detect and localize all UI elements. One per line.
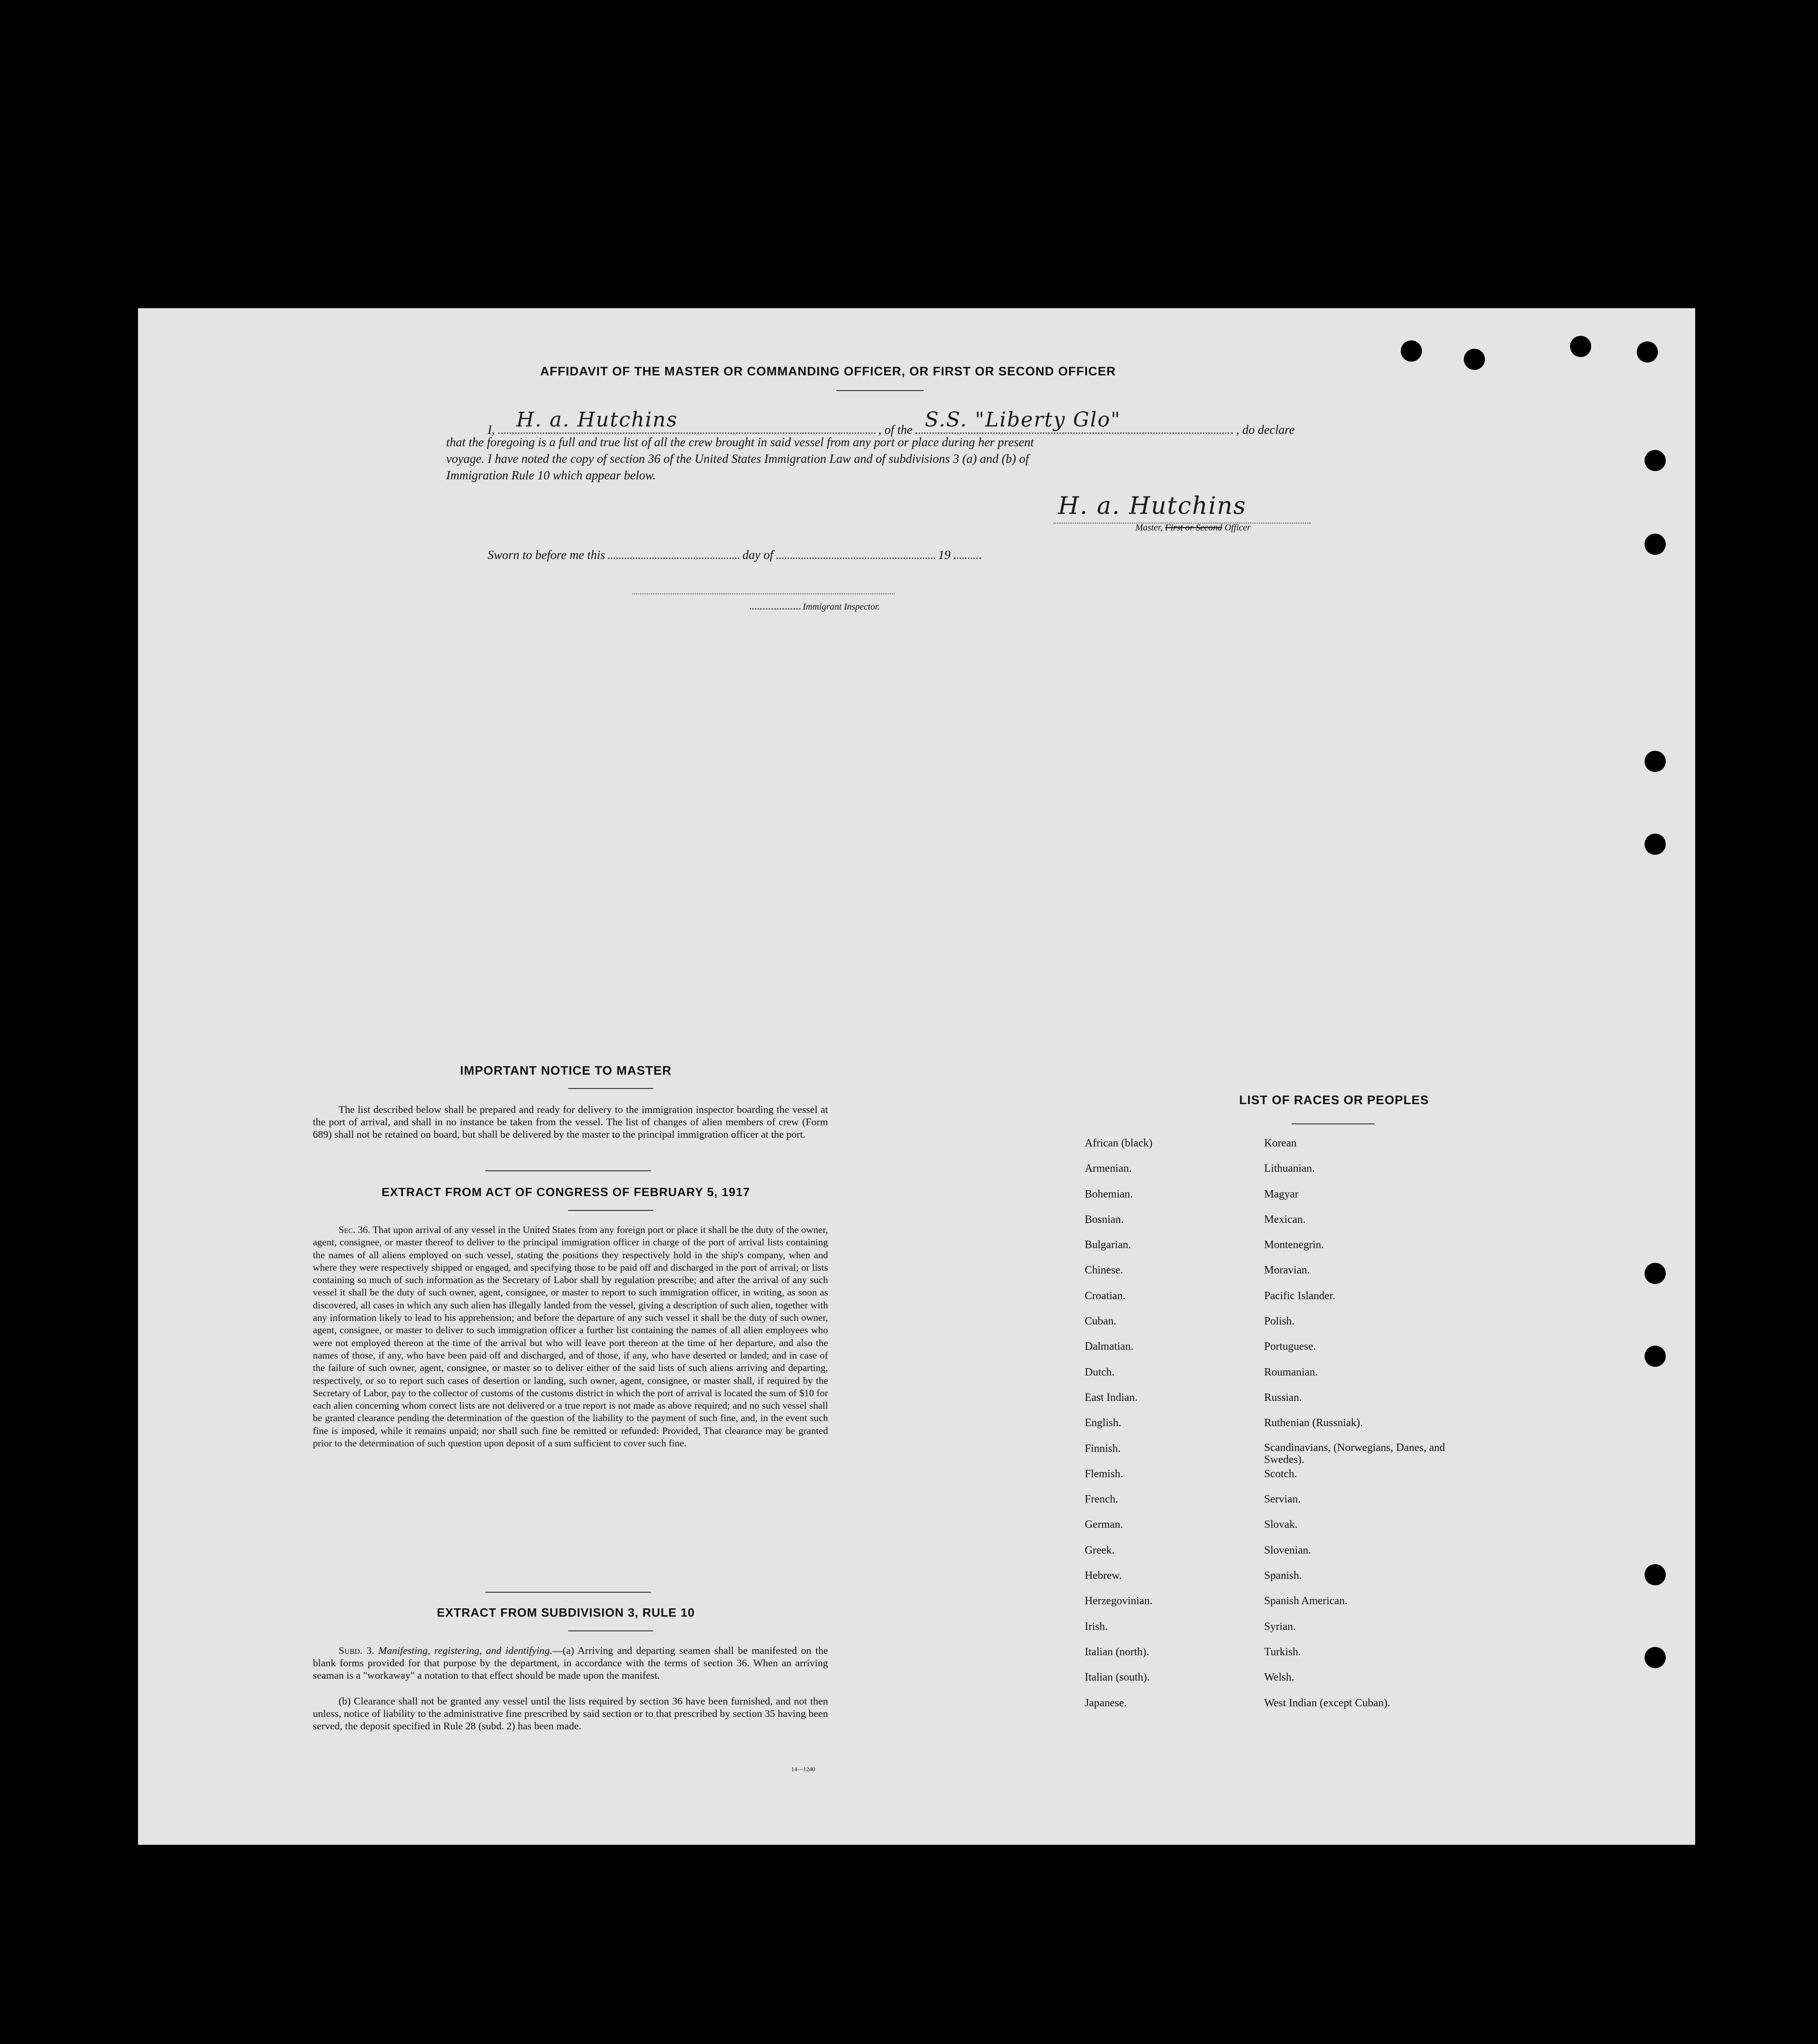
binder-hole: [1401, 340, 1422, 362]
race-item: Cuban.: [1085, 1315, 1116, 1328]
divider: [568, 1210, 653, 1211]
race-item: Greek.: [1085, 1544, 1115, 1556]
vessel-name-field: [915, 408, 1233, 434]
race-item: Dalmatian.: [1085, 1341, 1133, 1353]
subdivision-text-a: —(a) Arriving and departing seamen shall be manifested on the blank forms provided for that purpose by the department, in accordance with the terms of section 36. When an arriving seaman is a "workaway" a notation to that effect should be made upon the manifest.: [313, 1645, 828, 1681]
of-the-label: , of the: [878, 423, 913, 437]
affidavit-title: AFFIDAVIT OF THE MASTER OR COMMANDING OFFICER, OR FIRST OR SECOND OFFICER: [540, 364, 1116, 378]
caption-struck: First or Second: [1165, 523, 1222, 533]
sworn-label: Sworn to before me this: [488, 548, 605, 562]
notice-text: The list described below shall be prepared and ready for delivery to the immigration inspector boarding the vessel at the port of arrival, and shall in no instance be taken from the vessel. The list of changes of alien members of crew (Form 689) shall not be retained on board, but shall be delivered by the master to the principal immigration officer at the port.: [313, 1104, 828, 1140]
affidavit-body-line: voyage. I have noted the copy of section 36 of the United States Immigration Law and of subdivisions 3 (a) and (b) of: [446, 452, 1029, 466]
notice-title: IMPORTANT NOTICE TO MASTER: [460, 1064, 672, 1077]
divider: [485, 1170, 651, 1171]
inspector-caption-dots: [750, 601, 800, 610]
race-item: Finnish.: [1085, 1442, 1121, 1455]
race-item: Mexican.: [1264, 1213, 1306, 1226]
sworn-day-field: [608, 547, 739, 559]
race-item: Italian (south).: [1085, 1671, 1150, 1684]
race-item: East Indian.: [1085, 1391, 1138, 1404]
section-text: That upon arrival of any vessel in the United States from any foreign port or place it shall be the duty of the owner, agent, consignee, or master thereof to deliver to the principal immigration officer in charge of the port of arrival lists containing the names of all aliens employed on such vessel, stating the positions they respectively hold in the ship's company, when and where they were respectively shipped or engaged, and specifying those to be paid off and discharged in the port of arrival; or lists containing so much of such information as the Secretary of Labor shall by regulation prescribe; and after the arrival of any such vessel it shall be the duty of such owner, agent, consignee, or master to report to such immigration officer, in writing, as soon as discovered, all cases in which any such alien has illegally landed from the vessel, giving a description of such alien, together with any information likely to lead to his apprehension; and before the departure of any such vessel it shall be the duty of such owner, agent, consignee, or master to deliver to such immigration officer a further list containing the names of all alien employees who were not employed thereon at the time of the arrival but who will leave port thereon at the time of her departure, and also the names of those, if any, who have been paid off and discharged, and of those, if any, who have deserted or landed; and in case of the failure of such owner, agent, consignee, or master so to deliver either of the said lists of such aliens arriving and departing, respectively, or so to report such cases of desertion or landing, such owner, agent, consignee, or master shall, if required by the Secretary of Labor, pay to the collector of customs of the customs district in which the port of arrival is located the sum of $10 for each alien concerning whom correct lists are not delivered or a true report is not made as above required; and no such vessel shall be granted clearance pending the determination of the question of the liability to the payment of such fine, and, in the event such fine is imposed, while it remains unpaid; nor shall such fine be remitted or refunded: Provided, That clearance may be granted prior to the determination of such question upon deposit of a sum sufficient to cover such fine.: [313, 1224, 828, 1449]
vessel-name-handwritten: S.S. "Liberty Glo": [925, 408, 1121, 432]
master-signature: H. a. Hutchins: [1058, 492, 1247, 520]
affidavit-body-line: that the foregoing is a full and true list of all the crew brought in said vessel from any port or place during her present: [446, 435, 1034, 449]
race-item: Slovenian.: [1264, 1544, 1311, 1556]
subdivision-label: Subd. 3.: [339, 1645, 374, 1656]
divider: [568, 1088, 653, 1089]
sworn-line: [488, 547, 981, 562]
binder-hole: [1645, 834, 1666, 855]
race-item: Moravian.: [1264, 1264, 1310, 1277]
race-item: Spanish.: [1264, 1570, 1302, 1582]
race-item: Japanese.: [1085, 1697, 1127, 1709]
divider: [485, 1592, 651, 1593]
race-item: Montenegrin.: [1264, 1239, 1324, 1251]
race-item: Magyar: [1264, 1188, 1299, 1200]
binder-hole: [1645, 1263, 1666, 1284]
year-label: 19: [938, 548, 951, 562]
race-item: Spanish American.: [1264, 1595, 1348, 1607]
inspector-caption: [750, 601, 880, 612]
races-title: LIST OF RACES OR PEOPLES: [1239, 1093, 1429, 1107]
act-extract-text: [313, 1224, 828, 1450]
race-item: Ruthenian (Russniak).: [1264, 1417, 1363, 1429]
race-item: Flemish.: [1085, 1468, 1123, 1480]
race-item: German.: [1085, 1519, 1123, 1531]
form-page: [138, 308, 1695, 1845]
affidavit-declaration-line: [488, 408, 1463, 437]
act-extract-title: EXTRACT FROM ACT OF CONGRESS OF FEBRUARY 5, 1917: [381, 1185, 750, 1199]
caption-officer: Officer: [1224, 523, 1251, 533]
binder-hole: [1637, 341, 1658, 363]
races-right-column: [1264, 1136, 1448, 1722]
race-item: Slovak.: [1264, 1519, 1298, 1531]
race-item: West Indian (except Cuban).: [1264, 1697, 1390, 1709]
race-item: Hebrew.: [1085, 1570, 1122, 1582]
race-item: Servian.: [1264, 1493, 1301, 1506]
sworn-year-field: [954, 547, 981, 559]
divider: [568, 1630, 653, 1631]
race-item: Italian (north).: [1085, 1646, 1149, 1658]
race-item: African (black): [1085, 1137, 1153, 1149]
race-item: Armenian.: [1085, 1163, 1132, 1175]
binder-hole: [1570, 336, 1591, 357]
master-name-field: [498, 408, 875, 434]
race-item: Lithuanian.: [1264, 1163, 1315, 1175]
i-label: I,: [488, 423, 495, 437]
signature-caption: [1135, 523, 1251, 533]
caption-master: Master,: [1135, 523, 1163, 533]
binder-hole: [1464, 349, 1485, 370]
binder-hole: [1645, 1564, 1666, 1585]
race-item: Chinese.: [1085, 1264, 1123, 1277]
race-item: Welsh.: [1264, 1671, 1294, 1684]
race-item: Portuguese.: [1264, 1341, 1316, 1353]
master-name-handwritten: H. a. Hutchins: [516, 408, 678, 432]
subdivision-heading: Manifesting, registering, and identifying.: [378, 1645, 552, 1656]
races-left-column: [1085, 1136, 1232, 1722]
race-item: Bohemian.: [1085, 1188, 1133, 1200]
rule-extract-title: EXTRACT FROM SUBDIVISION 3, RULE 10: [437, 1606, 695, 1619]
inspector-label: Immigrant Inspector.: [803, 602, 880, 612]
race-item: Turkish.: [1264, 1646, 1301, 1658]
binder-hole: [1645, 534, 1666, 555]
race-item: Syrian.: [1264, 1620, 1296, 1633]
binder-hole: [1645, 450, 1666, 471]
race-item: Roumanian.: [1264, 1366, 1318, 1378]
race-item: Russian.: [1264, 1391, 1302, 1404]
rule-extract-text-a: [313, 1644, 828, 1681]
race-item: Pacific Islander.: [1264, 1290, 1335, 1302]
race-item: Irish.: [1085, 1620, 1108, 1633]
race-item: English.: [1085, 1417, 1122, 1429]
sworn-month-field: [777, 547, 935, 559]
race-item: French.: [1085, 1493, 1118, 1506]
race-item: Dutch.: [1085, 1366, 1115, 1378]
race-item: Korean: [1264, 1137, 1297, 1149]
do-declare-label: , do declare: [1236, 423, 1295, 437]
binder-hole: [1645, 751, 1666, 772]
race-item: Scandinavians, (Norwegians, Danes, and Swedes).: [1264, 1441, 1445, 1466]
affidavit-body-line: Immigration Rule 10 which appear below.: [446, 468, 656, 482]
divider: [836, 390, 924, 391]
race-item: Herzegovinian.: [1085, 1595, 1153, 1607]
rule-extract-text-b: (b) Clearance shall not be granted any vessel until the lists required by section 36 have been furnished, and not then unless, notice of liability to the administrative fine prescribed by said section or to that prescribed by section 35 having been served, the deposit specified in Rule 28 (subd. 2) has been made.: [313, 1695, 828, 1732]
race-item: Bosnian.: [1085, 1213, 1124, 1226]
race-item: Polish.: [1264, 1315, 1295, 1328]
form-number: 14—1240: [791, 1766, 815, 1773]
inspector-signature-line: [633, 593, 895, 594]
binder-hole: [1645, 1346, 1666, 1367]
race-item: Croatian.: [1085, 1290, 1126, 1302]
section-label: Sec. 36.: [339, 1224, 370, 1235]
divider: [1292, 1123, 1375, 1124]
race-item: Bulgarian.: [1085, 1239, 1131, 1251]
race-item: Scotch.: [1264, 1468, 1297, 1480]
day-of-label: day of: [742, 548, 773, 562]
binder-hole: [1645, 1647, 1666, 1668]
